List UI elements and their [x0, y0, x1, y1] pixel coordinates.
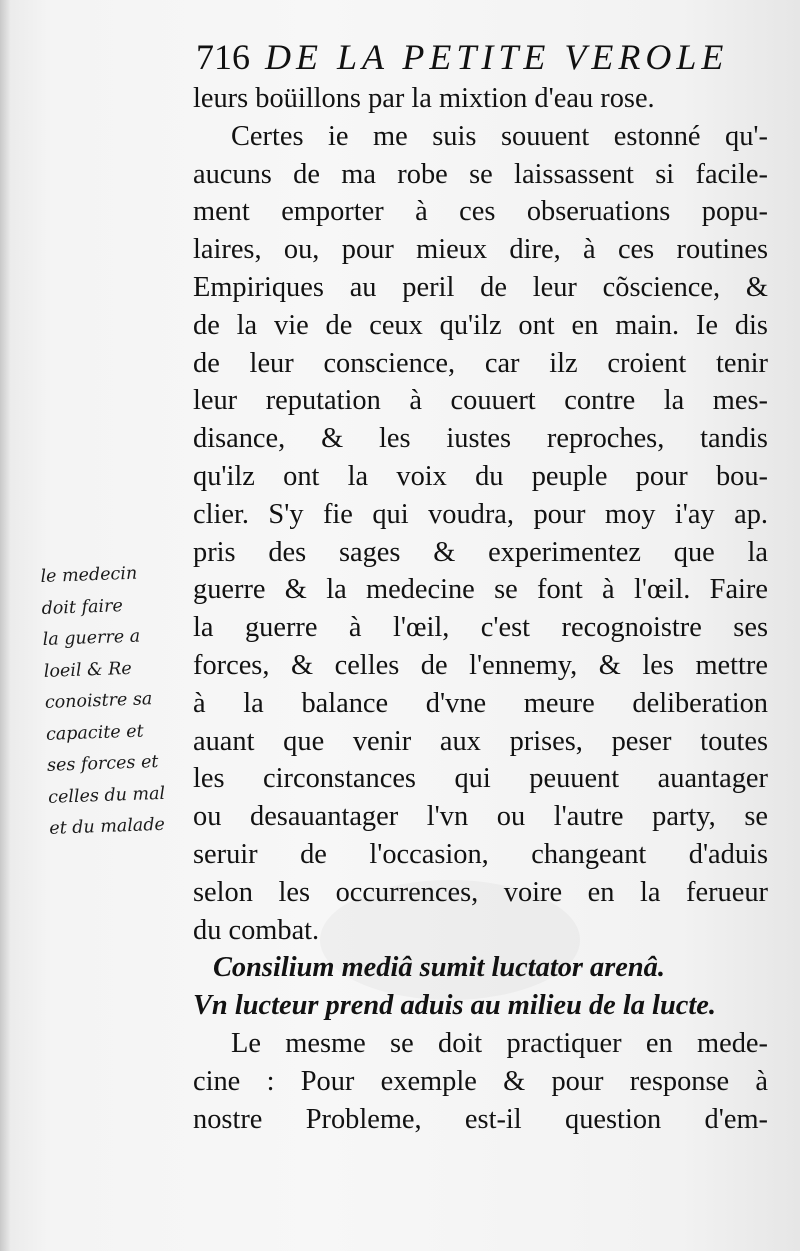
text-line: qu'ilz ont la voix du peuple pour bou-	[193, 460, 768, 492]
text-line: du combat.	[193, 914, 320, 946]
running-title: DE LA PETITE VEROLE	[265, 37, 729, 77]
text-line: guerre & la medecine se font à l'œil. Faire	[193, 574, 768, 606]
text-line: aucuns de ma robe se laissassent si facile-	[193, 158, 768, 190]
text-line: Le mesme se doit practiquer en mede-	[231, 1027, 768, 1059]
text-line: de la vie de ceux qu'ilz ont en main. Ie dis	[193, 309, 768, 341]
body-text	[193, 80, 768, 1138]
text-line: disance, & les iustes reproches, tandis	[193, 423, 768, 455]
text-line: laires, ou, pour mieux dire, à ces routines	[193, 234, 768, 266]
text-line: les circonstances qui peuuent auantager	[193, 763, 768, 795]
margin-note-line: conoistre sa	[44, 689, 153, 713]
margin-note-line: celles du mal	[47, 783, 166, 808]
margin-note-line: doit faire	[41, 595, 124, 619]
margin-note-line: ses forces et	[46, 751, 159, 776]
text-line: à la balance d'vne meure deliberation	[193, 687, 768, 719]
running-header	[196, 36, 756, 78]
text-line: clier. S'y fie qui voudra, pour moy i'ay ap.	[193, 498, 768, 530]
text-line: nostre Probleme, est-il question d'em-	[193, 1103, 768, 1135]
text-line: leur reputation à couuert contre la mes-	[193, 385, 768, 417]
page-gutter-shadow	[0, 0, 10, 1251]
text-line: Certes ie me suis souuent estonné qu'-	[231, 120, 768, 152]
latin-quotation: Consilium mediâ sumit luctator arenâ.	[213, 952, 665, 984]
handwritten-margin-note	[40, 557, 200, 846]
text-line: seruir de l'occasion, changeant d'aduis	[193, 838, 768, 870]
quotation-translation: Vn lucteur prend aduis au milieu de la lucte.	[193, 990, 716, 1022]
text-line: cine : Pour exemple & pour response à	[193, 1065, 768, 1097]
text-line: de leur conscience, car ilz croient tenir	[193, 347, 768, 379]
text-line: la guerre à l'œil, c'est recognoistre ses	[193, 612, 768, 644]
margin-note-line: la guerre a	[42, 626, 141, 650]
page-number: 716	[196, 37, 250, 77]
text-line: selon les occurrences, voire en la ferueur	[193, 876, 768, 908]
margin-note-line: et du malade	[48, 814, 166, 839]
margin-note-line: loeil & Re	[43, 658, 133, 682]
margin-note-line: le medecin	[40, 563, 138, 587]
text-line: pris des sages & experimentez que la	[193, 536, 768, 568]
text-line: auant que venir aux prises, peser toutes	[193, 725, 768, 757]
text-line: forces, & celles de l'ennemy, & les mettre	[193, 649, 768, 681]
text-line: ou desauantager l'vn ou l'autre party, se	[193, 801, 768, 833]
margin-note-line: capacite et	[45, 720, 144, 745]
text-line: leurs boüillons par la mixtion d'eau rose.	[193, 83, 655, 114]
text-line: ment emporter à ces obseruations popu-	[193, 196, 768, 228]
text-line: Empiriques au peril de leur cõscience, &	[193, 271, 768, 303]
